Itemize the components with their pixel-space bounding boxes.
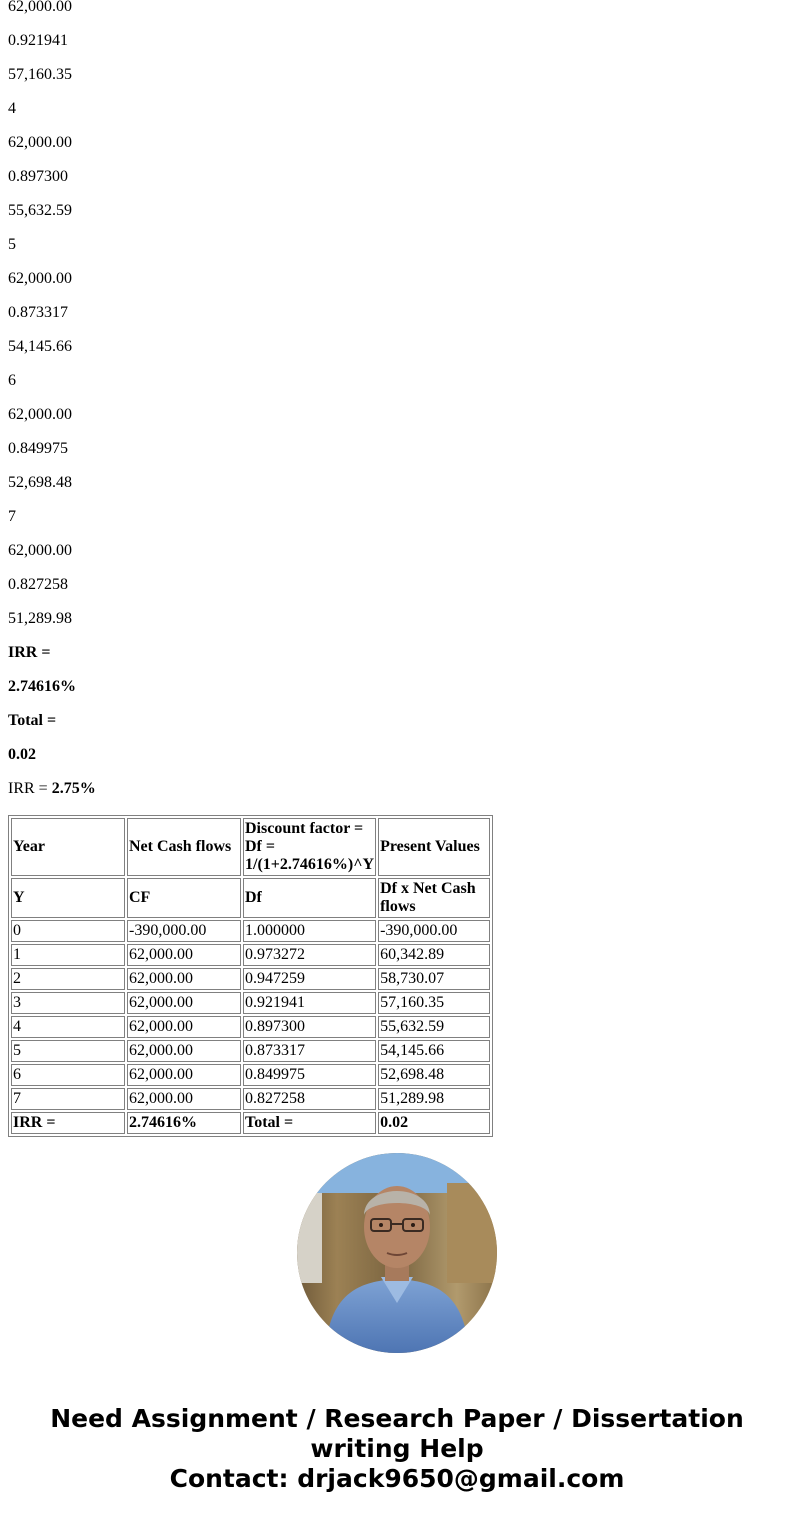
promo-line-1: Need Assignment / Research Paper / Dissertation (50, 1404, 744, 1433)
irr-table (8, 815, 493, 1137)
table-cell: Df x Net Cash flows (378, 878, 490, 918)
table-cell: 62,000.00 (127, 944, 241, 966)
table-cell: 0.973272 (243, 944, 376, 966)
table-cell: Y (11, 878, 125, 918)
table-footer-row (11, 1112, 490, 1134)
table-row (11, 968, 490, 990)
text-line: 57,160.35 (8, 66, 72, 83)
table-row (11, 920, 490, 942)
table-cell: 62,000.00 (127, 1016, 241, 1038)
table-cell: 58,730.07 (378, 968, 490, 990)
table-cell: 0.849975 (243, 1064, 376, 1086)
table-row (11, 1088, 490, 1110)
text-line: 0.897300 (8, 168, 68, 185)
text-line: 0.02 (8, 746, 36, 763)
table-cell: 51,289.98 (378, 1088, 490, 1110)
table-cell: 62,000.00 (127, 968, 241, 990)
table-cell: 62,000.00 (127, 1088, 241, 1110)
preceding-text-lines (8, 0, 408, 780)
table-cell: 52,698.48 (378, 1064, 490, 1086)
text-line: Total = (8, 712, 57, 729)
text-line: 5 (8, 236, 16, 253)
table-cell: Discount factor = Df = 1/(1+2.74616%)^Y (243, 818, 376, 876)
table-cell: -390,000.00 (127, 920, 241, 942)
text-line: 0.873317 (8, 304, 68, 321)
irr-summary (8, 780, 96, 798)
table-cell: 0.873317 (243, 1040, 376, 1062)
table-subheader-row (11, 878, 490, 918)
table-cell: 55,632.59 (378, 1016, 490, 1038)
table-row (11, 1016, 490, 1038)
table-cell: 5 (11, 1040, 125, 1062)
table-cell: 7 (11, 1088, 125, 1110)
table-row (11, 1040, 490, 1062)
table-cell: Year (11, 818, 125, 876)
table-cell: 0.921941 (243, 992, 376, 1014)
promo-contact: Contact: drjack9650@gmail.com (169, 1464, 625, 1493)
table-cell: 0.02 (378, 1112, 490, 1134)
text-line: 0.849975 (8, 440, 68, 457)
table-cell: 57,160.35 (378, 992, 490, 1014)
text-line: 62,000.00 (8, 406, 72, 423)
table-cell: IRR = (11, 1112, 125, 1134)
text-line: 2.74616% (8, 678, 76, 695)
author-avatar (297, 1153, 497, 1353)
text-line: 62,000.00 (8, 270, 72, 287)
table-cell: 0.897300 (243, 1016, 376, 1038)
table-cell: 1.000000 (243, 920, 376, 942)
table-cell: 62,000.00 (127, 992, 241, 1014)
text-line: 0.921941 (8, 32, 68, 49)
author-photo (297, 1153, 497, 1353)
text-line: 62,000.00 (8, 542, 72, 559)
table-header-row (11, 818, 490, 876)
text-line: 6 (8, 372, 16, 389)
text-line: 4 (8, 100, 16, 117)
table-cell: 0.827258 (243, 1088, 376, 1110)
table-cell: 54,145.66 (378, 1040, 490, 1062)
promo-banner (0, 1404, 794, 1494)
text-line: 55,632.59 (8, 202, 72, 219)
table-cell: Net Cash flows (127, 818, 241, 876)
table-cell: CF (127, 878, 241, 918)
text-line: 62,000.00 (8, 0, 72, 15)
text-line: 62,000.00 (8, 134, 72, 151)
table-cell: 6 (11, 1064, 125, 1086)
irr-summary-value: 2.75% (51, 780, 96, 797)
text-line: 0.827258 (8, 576, 68, 593)
irr-table-body (11, 818, 490, 1134)
table-cell: 60,342.89 (378, 944, 490, 966)
table-cell: 62,000.00 (127, 1064, 241, 1086)
promo-line-2: writing Help (310, 1434, 484, 1463)
text-line: 51,289.98 (8, 610, 72, 627)
table-cell: 3 (11, 992, 125, 1014)
table-row (11, 992, 490, 1014)
table-cell: 2.74616% (127, 1112, 241, 1134)
table-cell: 4 (11, 1016, 125, 1038)
text-line: 52,698.48 (8, 474, 72, 491)
table-cell: Total = (243, 1112, 376, 1134)
table-cell: Df (243, 878, 376, 918)
table-cell: 1 (11, 944, 125, 966)
text-line: 54,145.66 (8, 338, 72, 355)
table-cell: 62,000.00 (127, 1040, 241, 1062)
text-line: 7 (8, 508, 16, 525)
table-cell: Present Values (378, 818, 490, 876)
table-cell: 2 (11, 968, 125, 990)
text-line: IRR = (8, 644, 51, 661)
table-cell: 0.947259 (243, 968, 376, 990)
table-row (11, 944, 490, 966)
irr-summary-label: IRR = (8, 780, 52, 797)
table-row (11, 1064, 490, 1086)
table-cell: 0 (11, 920, 125, 942)
table-cell: -390,000.00 (378, 920, 490, 942)
